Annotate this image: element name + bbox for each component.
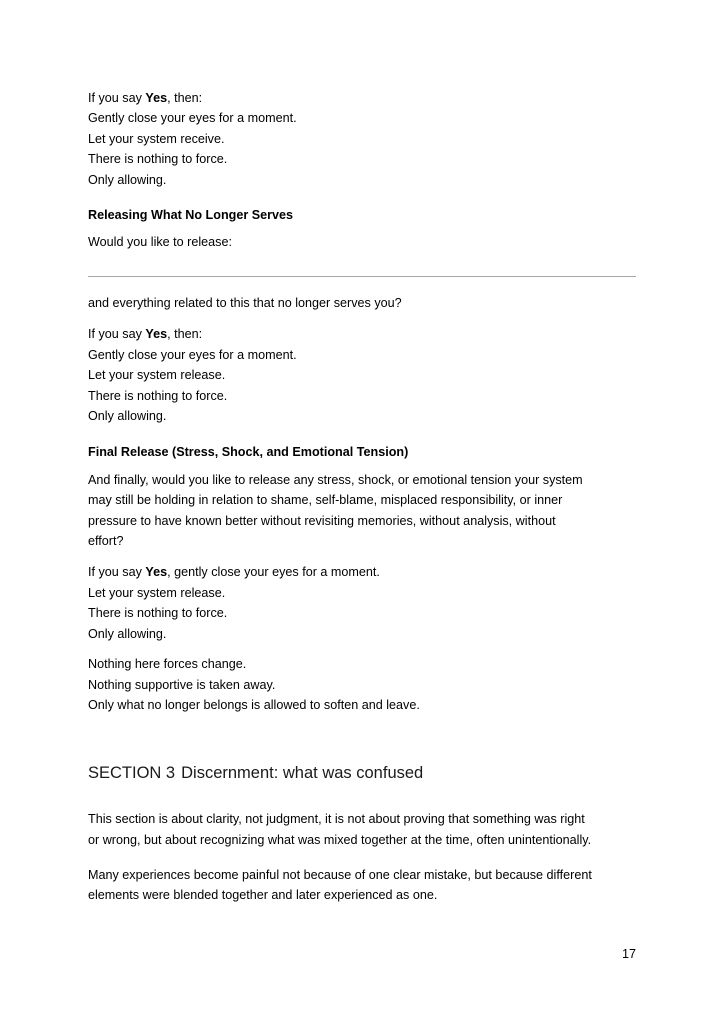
- body-line: Only allowing.: [88, 409, 167, 423]
- paragraph-line: And finally, would you like to release any stress, shock, or emotional tension your system: [88, 473, 583, 487]
- paragraph-line: or wrong, but about recognizing what was mixed together at the time, often unintentionally.: [88, 833, 592, 847]
- body-line: Gently close your eyes for a moment.: [88, 111, 297, 125]
- releasing-heading: Releasing What No Longer Serves: [88, 208, 294, 222]
- release-after-line: and everything related to this that no longer serves you?: [88, 296, 402, 310]
- final-release-heading: Final Release (Stress, Shock, and Emotional Tension): [88, 445, 409, 459]
- section-label: SECTION 3: [88, 764, 176, 782]
- body-line: Only allowing.: [88, 173, 167, 187]
- paragraph-line: may still be holding in relation to shame, self-blame, misplaced responsibility, or inner: [88, 493, 563, 507]
- body-line: There is nothing to force.: [88, 389, 228, 403]
- paragraph-line: This section is about clarity, not judgment, it is not about proving that something was right: [88, 812, 585, 826]
- body-line: Let your system release.: [88, 586, 226, 600]
- yes-instruction-line: If you say Yes, then:: [88, 327, 203, 341]
- paragraph-line: elements were blended together and later experienced as one.: [88, 888, 438, 902]
- closing-line: Nothing supportive is taken away.: [88, 678, 276, 692]
- release-prompt: Would you like to release:: [88, 235, 232, 249]
- paragraph-line: effort?: [88, 534, 124, 548]
- paragraph-line: Many experiences become painful not because of one clear mistake, but because different: [88, 868, 592, 882]
- yes-emphasis: Yes: [145, 91, 168, 105]
- body-line: Only allowing.: [88, 627, 167, 641]
- yes-emphasis: Yes: [145, 327, 168, 341]
- paragraph-line: pressure to have known better without revisiting memories, without analysis, without: [88, 514, 556, 528]
- body-line: Let your system receive.: [88, 132, 225, 146]
- body-line: Let your system release.: [88, 368, 226, 382]
- yes-emphasis: Yes: [145, 565, 168, 579]
- fill-in-line: [88, 276, 636, 277]
- yes-instruction-line: If you say Yes, then:: [88, 91, 203, 105]
- yes-instruction-line: If you say Yes, gently close your eyes for a moment.: [88, 565, 380, 579]
- body-line: There is nothing to force.: [88, 152, 228, 166]
- section-title-text: Discernment: what was confused: [181, 764, 424, 782]
- page-number: 17: [621, 947, 636, 961]
- body-line: Gently close your eyes for a moment.: [88, 348, 297, 362]
- section-heading: [88, 762, 423, 784]
- closing-line: Nothing here forces change.: [88, 657, 247, 671]
- closing-line: Only what no longer belongs is allowed to soften and leave.: [88, 698, 420, 712]
- body-line: There is nothing to force.: [88, 606, 228, 620]
